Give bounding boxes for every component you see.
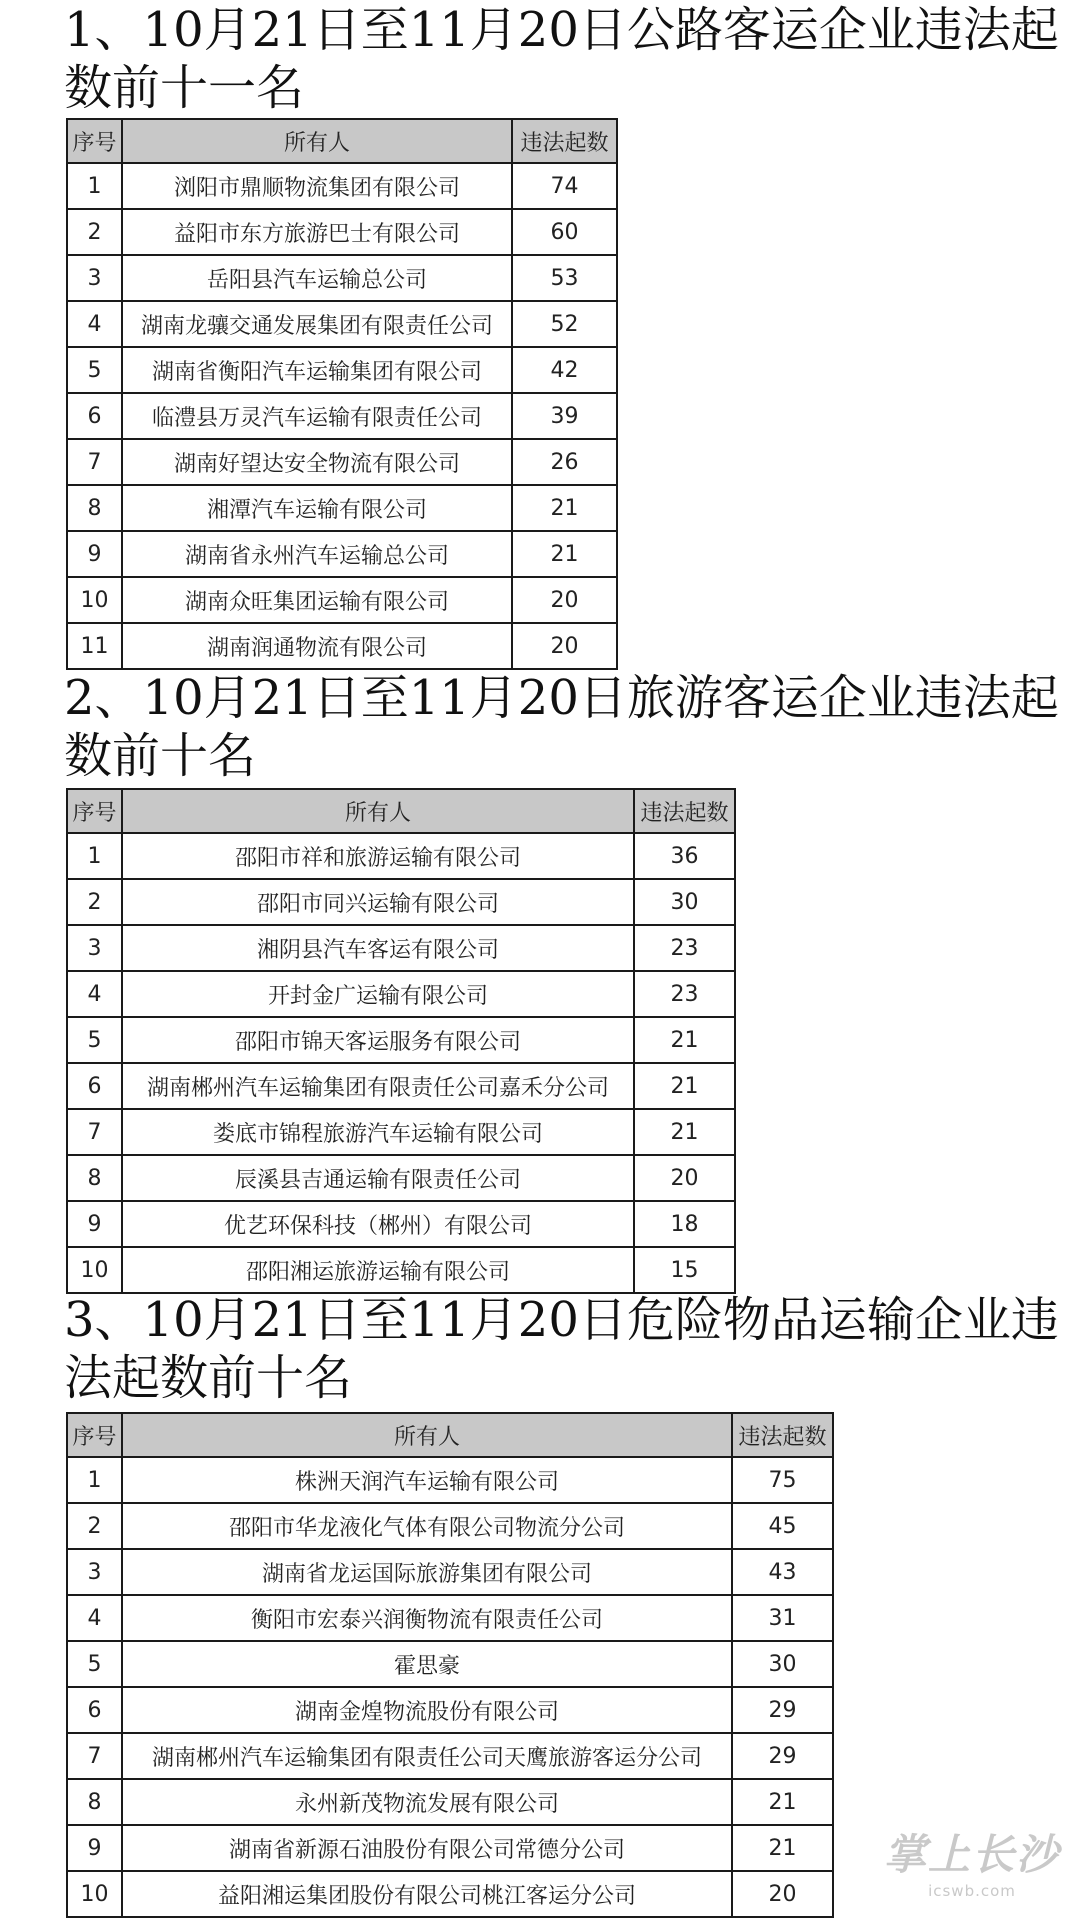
table-row <box>67 1109 735 1155</box>
row-index: 2 <box>67 209 122 255</box>
table-row <box>67 1017 735 1063</box>
table-row <box>67 163 617 209</box>
row-index: 7 <box>67 439 122 485</box>
row-index: 5 <box>67 1017 122 1063</box>
table-row <box>67 393 617 439</box>
row-index: 8 <box>67 1155 122 1201</box>
row-index: 7 <box>67 1733 122 1779</box>
row-index: 9 <box>67 1825 122 1871</box>
owner-name: 湖南省衡阳汽车运输集团有限公司 <box>122 347 512 393</box>
owner-name: 益阳湘运集团股份有限公司桃江客运分公司 <box>122 1871 732 1917</box>
ranking-table-1 <box>66 118 618 670</box>
table-row <box>67 1595 833 1641</box>
table-row <box>67 301 617 347</box>
owner-name: 湖南郴州汽车运输集团有限责任公司天鹰旅游客运分公司 <box>122 1733 732 1779</box>
table-row <box>67 439 617 485</box>
row-index: 9 <box>67 531 122 577</box>
violation-count: 30 <box>634 879 735 925</box>
header-index: 序号 <box>67 1413 122 1457</box>
violation-count: 20 <box>732 1871 833 1917</box>
owner-name: 湖南省龙运国际旅游集团有限公司 <box>122 1549 732 1595</box>
row-index: 3 <box>67 925 122 971</box>
row-index: 5 <box>67 347 122 393</box>
row-index: 8 <box>67 485 122 531</box>
table-row <box>67 971 735 1017</box>
row-index: 6 <box>67 1063 122 1109</box>
violation-count: 75 <box>732 1457 833 1503</box>
owner-name: 邵阳市同兴运输有限公司 <box>122 879 634 925</box>
owner-name: 株洲天润汽车运输有限公司 <box>122 1457 732 1503</box>
table-header-row <box>67 1413 833 1457</box>
table-row <box>67 1871 833 1917</box>
table-row <box>67 485 617 531</box>
violation-count: 43 <box>732 1549 833 1595</box>
row-index: 5 <box>67 1641 122 1687</box>
owner-name: 邵阳市锦天客运服务有限公司 <box>122 1017 634 1063</box>
table-row <box>67 1733 833 1779</box>
violation-count: 42 <box>512 347 617 393</box>
owner-name: 永州新茂物流发展有限公司 <box>122 1779 732 1825</box>
row-index: 4 <box>67 1595 122 1641</box>
row-index: 7 <box>67 1109 122 1155</box>
section-2-heading-line-2: 数前十名 <box>64 728 257 784</box>
section-3-heading-line-1: 3、10月21日至11月20日危险物品运输企业违 <box>64 1292 1059 1348</box>
owner-name: 衡阳市宏泰兴润衡物流有限责任公司 <box>122 1595 732 1641</box>
watermark <box>884 1822 1060 1900</box>
violation-count: 52 <box>512 301 617 347</box>
header-owner: 所有人 <box>122 119 512 163</box>
owner-name: 岳阳县汽车运输总公司 <box>122 255 512 301</box>
section-1-heading-line-1: 1、10月21日至11月20日公路客运企业违法起 <box>64 2 1059 58</box>
owner-name: 辰溪县吉通运输有限责任公司 <box>122 1155 634 1201</box>
violation-count: 23 <box>634 925 735 971</box>
table-row <box>67 1503 833 1549</box>
violation-count: 29 <box>732 1687 833 1733</box>
row-index: 6 <box>67 393 122 439</box>
table-row <box>67 833 735 879</box>
header-index: 序号 <box>67 119 122 163</box>
owner-name: 湖南省永州汽车运输总公司 <box>122 531 512 577</box>
watermark-logo: 掌上长沙 <box>883 1830 1060 1879</box>
watermark-url: icswb.com <box>928 1882 1016 1900</box>
violation-count: 20 <box>634 1155 735 1201</box>
table-row <box>67 1063 735 1109</box>
violation-count: 20 <box>512 577 617 623</box>
violation-count: 26 <box>512 439 617 485</box>
violation-count: 45 <box>732 1503 833 1549</box>
owner-name: 益阳市东方旅游巴士有限公司 <box>122 209 512 255</box>
violation-count: 21 <box>634 1017 735 1063</box>
violation-count: 36 <box>634 833 735 879</box>
owner-name: 湘阴县汽车客运有限公司 <box>122 925 634 971</box>
row-index: 9 <box>67 1201 122 1247</box>
violation-count: 21 <box>732 1779 833 1825</box>
section-2-heading-line-1: 2、10月21日至11月20日旅游客运企业违法起 <box>64 670 1059 726</box>
violation-count: 60 <box>512 209 617 255</box>
owner-name: 湘潭汽车运输有限公司 <box>122 485 512 531</box>
header-violations: 违法起数 <box>634 789 735 833</box>
table-row <box>67 1457 833 1503</box>
table-row <box>67 1247 735 1293</box>
owner-name: 湖南众旺集团运输有限公司 <box>122 577 512 623</box>
violation-count: 21 <box>634 1109 735 1155</box>
table-row <box>67 925 735 971</box>
table-header-row <box>67 789 735 833</box>
violation-count: 18 <box>634 1201 735 1247</box>
violation-count: 74 <box>512 163 617 209</box>
row-index: 2 <box>67 879 122 925</box>
owner-name: 临澧县万灵汽车运输有限责任公司 <box>122 393 512 439</box>
table-row <box>67 255 617 301</box>
owner-name: 娄底市锦程旅游汽车运输有限公司 <box>122 1109 634 1155</box>
table-row <box>67 1825 833 1871</box>
row-index: 1 <box>67 833 122 879</box>
table-row <box>67 623 617 669</box>
table-row <box>67 879 735 925</box>
violation-count: 29 <box>732 1733 833 1779</box>
section-3-heading-line-2: 法起数前十名 <box>64 1350 353 1406</box>
row-index: 2 <box>67 1503 122 1549</box>
owner-name: 开封金广运输有限公司 <box>122 971 634 1017</box>
violation-count: 21 <box>512 485 617 531</box>
table-row <box>67 209 617 255</box>
violation-count: 53 <box>512 255 617 301</box>
table-row <box>67 1549 833 1595</box>
header-owner: 所有人 <box>122 1413 732 1457</box>
owner-name: 湖南润通物流有限公司 <box>122 623 512 669</box>
owner-name: 湖南龙骧交通发展集团有限责任公司 <box>122 301 512 347</box>
table-header-row <box>67 119 617 163</box>
table-row <box>67 577 617 623</box>
table-row <box>67 347 617 393</box>
row-index: 10 <box>67 577 122 623</box>
header-violations: 违法起数 <box>512 119 617 163</box>
owner-name: 湖南省新源石油股份有限公司常德分公司 <box>122 1825 732 1871</box>
ranking-table-3 <box>66 1412 834 1918</box>
owner-name: 邵阳市祥和旅游运输有限公司 <box>122 833 634 879</box>
header-index: 序号 <box>67 789 122 833</box>
violation-count: 15 <box>634 1247 735 1293</box>
owner-name: 湖南好望达安全物流有限公司 <box>122 439 512 485</box>
violation-count: 21 <box>732 1825 833 1871</box>
row-index: 4 <box>67 971 122 1017</box>
owner-name: 湖南郴州汽车运输集团有限责任公司嘉禾分公司 <box>122 1063 634 1109</box>
row-index: 1 <box>67 1457 122 1503</box>
ranking-table-2 <box>66 788 736 1294</box>
row-index: 10 <box>67 1247 122 1293</box>
header-violations: 违法起数 <box>732 1413 833 1457</box>
owner-name: 湖南金煌物流股份有限公司 <box>122 1687 732 1733</box>
owner-name: 邵阳湘运旅游运输有限公司 <box>122 1247 634 1293</box>
owner-name: 邵阳市华龙液化气体有限公司物流分公司 <box>122 1503 732 1549</box>
table-row <box>67 1155 735 1201</box>
table-row <box>67 1641 833 1687</box>
row-index: 3 <box>67 255 122 301</box>
table-row <box>67 1779 833 1825</box>
table-row <box>67 531 617 577</box>
table-row <box>67 1687 833 1733</box>
owner-name: 浏阳市鼎顺物流集团有限公司 <box>122 163 512 209</box>
header-owner: 所有人 <box>122 789 634 833</box>
row-index: 6 <box>67 1687 122 1733</box>
row-index: 3 <box>67 1549 122 1595</box>
violation-count: 31 <box>732 1595 833 1641</box>
row-index: 8 <box>67 1779 122 1825</box>
table-row <box>67 1201 735 1247</box>
row-index: 1 <box>67 163 122 209</box>
violation-count: 23 <box>634 971 735 1017</box>
row-index: 4 <box>67 301 122 347</box>
violation-count: 30 <box>732 1641 833 1687</box>
violation-count: 20 <box>512 623 617 669</box>
section-1-heading-line-2: 数前十一名 <box>64 60 305 116</box>
row-index: 10 <box>67 1871 122 1917</box>
violation-count: 21 <box>512 531 617 577</box>
violation-count: 21 <box>634 1063 735 1109</box>
owner-name: 优艺环保科技（郴州）有限公司 <box>122 1201 634 1247</box>
row-index: 11 <box>67 623 122 669</box>
owner-name: 霍思豪 <box>122 1641 732 1687</box>
violation-count: 39 <box>512 393 617 439</box>
